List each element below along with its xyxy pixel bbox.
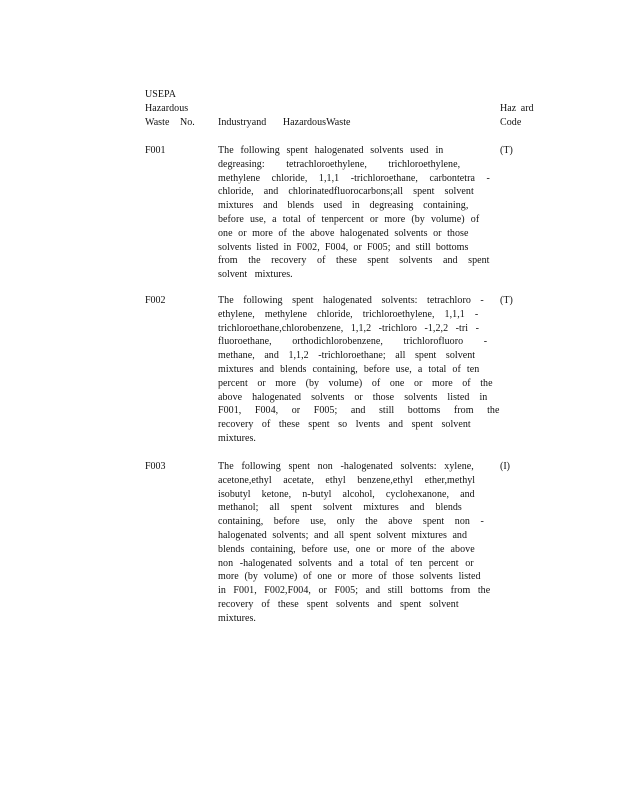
description-line: methylene chloride, 1,1,1 -trichloroethane, carbontetra -	[218, 172, 490, 184]
description-line: acetone,ethyl acetate, ethyl benzene,ethyl ether,methyl	[218, 474, 476, 486]
header-waste-number	[145, 88, 205, 129]
waste-description	[218, 144, 490, 282]
description-line: above halogenated solvents or those solvents listed in	[218, 391, 488, 403]
header-waste-number-line: Waste No.	[145, 116, 195, 128]
description-line: ethylene, methylene chloride, trichloroethylene, 1,1,1 -	[218, 308, 479, 320]
description-line: before use, a total of tenpercent or more (by volume) of	[218, 213, 480, 225]
description-line: chloride, and chlorinatedfluorocarbons;all spent solvent	[218, 186, 474, 198]
description-line: fluoroethane, orthodichlorobenzene, trichlorofluoro -	[218, 336, 488, 348]
description-line: mixtures and blends used in degreasing containing,	[218, 200, 469, 212]
header-hazard-code	[500, 102, 540, 130]
description-line: recovery of these spent solvents and spent solvent	[218, 598, 459, 610]
header-hazard-code-line: Code	[500, 116, 522, 128]
description-line: methane, and 1,1,2 -trichloroethane; all spent solvent	[218, 350, 476, 362]
description-line: mixtures.	[218, 432, 256, 444]
description-line: trichloroethane,chlorobenzene, 1,1,2 -trichloro -1,2,2 -tri -	[218, 322, 480, 334]
waste-number: F001	[145, 145, 166, 156]
description-line: The following spent halogenated solvents used in	[218, 145, 444, 156]
description-line: one or more of the above halogenated solvents or those	[218, 227, 469, 239]
header-industry-waste-label: Industryand HazardousWaste	[218, 117, 351, 128]
description-line: mixtures and blends containing, before use, a total of ten	[218, 363, 480, 375]
description-line: solvent mixtures.	[218, 269, 293, 281]
description-line: non -halogenated solvents and a total of ten percent or	[218, 557, 474, 569]
description-line: percent or more (by volume) of one or more of the	[218, 377, 493, 389]
waste-number: F003	[145, 461, 166, 472]
description-line: methanol; all spent solvent mixtures and blends	[218, 502, 462, 514]
description-line: mixtures.	[218, 612, 256, 624]
description-line: F001, F004, or F005; and still bottoms from the	[218, 405, 500, 417]
description-line: degreasing: tetrachloroethylene, trichloroethylene,	[218, 158, 461, 170]
waste-description	[218, 294, 500, 446]
description-line: from the recovery of these spent solvents and spent	[218, 255, 490, 267]
hazard-code: (I)	[500, 461, 510, 472]
description-line: more (by volume) of one or more of those solvents listed	[218, 571, 481, 583]
hazard-code: (T)	[500, 295, 513, 306]
description-line: containing, before use, only the above spent non -	[218, 516, 484, 528]
waste-number: F002	[145, 295, 166, 306]
description-line: in F001, F002,F004, or F005; and still bottoms from the	[218, 585, 491, 597]
description-line: recovery of these spent so lvents and spent solvent	[218, 419, 471, 431]
header-hazard-code-line: Haz ard	[500, 103, 534, 114]
waste-description	[218, 460, 490, 626]
description-line: The following spent halogenated solvents: tetrachloro -	[218, 295, 484, 306]
header-waste-number-line: USEPA	[145, 89, 177, 100]
hazard-code: (T)	[500, 145, 513, 156]
description-line: isobutyl ketone, n-butyl alcohol, cyclohexanone, and	[218, 488, 475, 500]
description-line: halogenated solvents; and all spent solvent mixtures and	[218, 529, 468, 541]
header-industry-waste	[218, 116, 490, 130]
description-line: solvents listed in F002, F004, or F005; and still bottoms	[218, 241, 469, 253]
header-waste-number-line: Hazardous	[145, 102, 189, 114]
description-line: The following spent non -halogenated solvents: xylene,	[218, 461, 474, 472]
description-line: blends containing, before use, one or more of the above	[218, 543, 475, 555]
